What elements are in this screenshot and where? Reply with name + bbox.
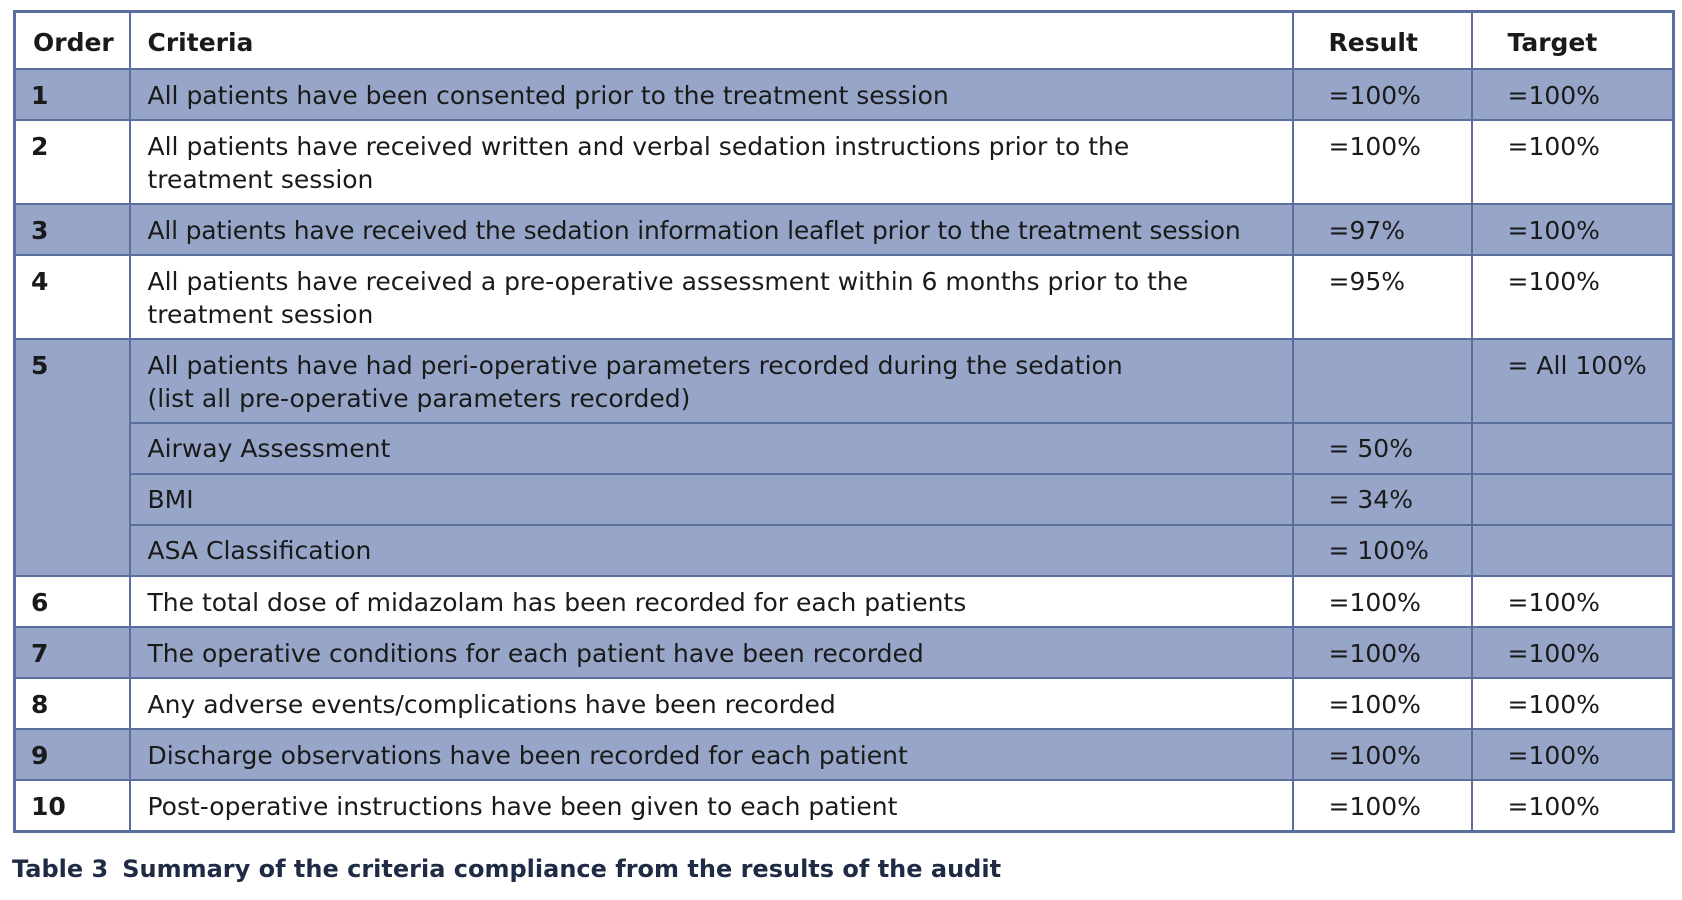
target-cell: = All 100%	[1472, 339, 1674, 423]
header-row	[15, 12, 1674, 70]
order-cell: 3	[15, 204, 130, 255]
result-cell: =100%	[1293, 780, 1472, 832]
criteria-cell: Post-operative instructions have been given to each patient	[130, 780, 1293, 832]
order-cell: 9	[15, 729, 130, 780]
result-cell: = 34%	[1293, 474, 1472, 525]
criteria-cell: ASA Classification	[130, 525, 1293, 576]
order-cell: 8	[15, 678, 130, 729]
result-cell: = 100%	[1293, 525, 1472, 576]
criteria-cell: Discharge observations have been recorded for each patient	[130, 729, 1293, 780]
target-cell: =100%	[1472, 120, 1674, 204]
table-row	[15, 780, 1674, 832]
sub-row	[15, 474, 1674, 525]
result-cell: = 50%	[1293, 423, 1472, 474]
table-caption	[12, 855, 1001, 883]
target-cell: =100%	[1472, 255, 1674, 339]
result-cell	[1293, 339, 1472, 423]
target-cell: =100%	[1472, 729, 1674, 780]
criteria-cell: All patients have been consented prior to the treatment session	[130, 69, 1293, 120]
order-cell: 5	[15, 339, 130, 576]
table-row	[15, 678, 1674, 729]
table-row	[15, 69, 1674, 120]
result-cell: =100%	[1293, 120, 1472, 204]
result-cell: =100%	[1293, 729, 1472, 780]
table-row	[15, 729, 1674, 780]
order-cell: 1	[15, 69, 130, 120]
target-cell: =100%	[1472, 627, 1674, 678]
table-row	[15, 255, 1674, 339]
order-cell: 2	[15, 120, 130, 204]
result-cell: =100%	[1293, 576, 1472, 627]
table-row	[15, 339, 1674, 423]
order-cell: 7	[15, 627, 130, 678]
header-order: Order	[15, 12, 130, 70]
target-cell: =100%	[1472, 678, 1674, 729]
criteria-cell: The operative conditions for each patient have been recorded	[130, 627, 1293, 678]
result-cell: =100%	[1293, 627, 1472, 678]
criteria-cell: All patients have received a pre-operative assessment within 6 months prior to the treatment session	[130, 255, 1293, 339]
table-row	[15, 627, 1674, 678]
order-cell: 6	[15, 576, 130, 627]
target-cell	[1472, 423, 1674, 474]
order-cell: 10	[15, 780, 130, 832]
result-cell: =100%	[1293, 678, 1472, 729]
criteria-line: (list all pre-operative parameters recorded)	[147, 384, 691, 413]
table-row	[15, 204, 1674, 255]
order-cell: 4	[15, 255, 130, 339]
target-cell: =100%	[1472, 204, 1674, 255]
target-cell: =100%	[1472, 576, 1674, 627]
criteria-cell: The total dose of midazolam has been recorded for each patients	[130, 576, 1293, 627]
criteria-compliance-table	[13, 10, 1675, 833]
header-target: Target	[1472, 12, 1674, 70]
criteria-cell: BMI	[130, 474, 1293, 525]
result-cell: =95%	[1293, 255, 1472, 339]
table-row	[15, 120, 1674, 204]
criteria-cell: Airway Assessment	[130, 423, 1293, 474]
header-criteria: Criteria	[130, 12, 1293, 70]
criteria-cell: All patients have received written and verbal sedation instructions prior to the treatment session	[130, 120, 1293, 204]
criteria-cell: Any adverse events/complications have been recorded	[130, 678, 1293, 729]
table-row	[15, 576, 1674, 627]
result-cell: =100%	[1293, 69, 1472, 120]
audit-table-container	[13, 10, 1672, 833]
caption-label: Table 3	[12, 855, 109, 883]
result-cell: =97%	[1293, 204, 1472, 255]
target-cell	[1472, 474, 1674, 525]
criteria-cell	[130, 339, 1293, 423]
target-cell: =100%	[1472, 780, 1674, 832]
sub-row	[15, 525, 1674, 576]
caption-text: Summary of the criteria compliance from the results of the audit	[122, 855, 1002, 883]
header-result: Result	[1293, 12, 1472, 70]
criteria-line: All patients have had peri-operative parameters recorded during the sedation	[147, 351, 1123, 380]
criteria-cell: All patients have received the sedation information leaflet prior to the treatment session	[130, 204, 1293, 255]
sub-row	[15, 423, 1674, 474]
target-cell	[1472, 525, 1674, 576]
target-cell: =100%	[1472, 69, 1674, 120]
